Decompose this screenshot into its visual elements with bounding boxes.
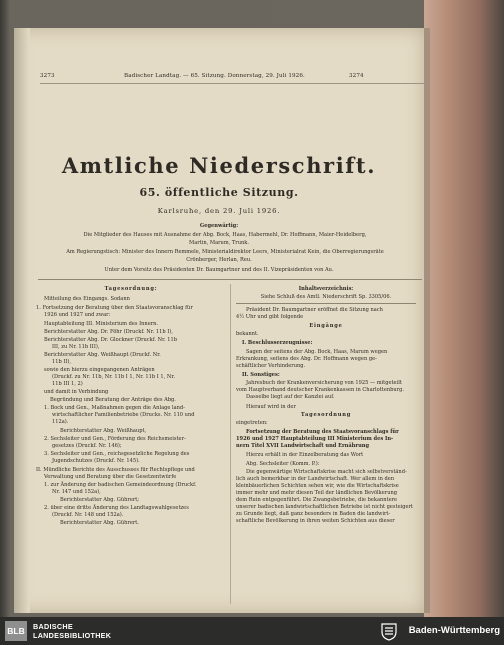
library-name-line: LANDESBIBLIOTHEK (33, 631, 112, 640)
government-line: Crönberger, Herlan, Reu. (186, 257, 252, 263)
section-rule (38, 279, 422, 280)
agenda-line: 1. Bock und Gen., Maßnahmen gegen die Anlage land- (44, 405, 185, 411)
agenda-line: 11b III 1, 2) (52, 381, 83, 387)
running-header: Badischer Landtag. — 65. Sitzung. Donnerstag, 29. Juli 1926. (124, 73, 305, 79)
government-line: Am Regierungstisch: Minister des Innern Remmele, Ministerialdirektor Leers, Ministerialrat Kein, die Oberregierungsräte (66, 249, 384, 255)
agenda-line: II. Mündliche Berichte des Ausschusses für Rechtspflege und (36, 467, 195, 473)
agenda-line: sowie den hierzu eingegangenen Anträgen (44, 367, 155, 373)
text-line: 4½ Uhr und gibt folgende (236, 314, 304, 320)
text-line: eingetreten: (236, 420, 268, 426)
agenda-line: 1. zur Änderung der badischen Gemeindeordnung (Druckf. (44, 482, 197, 488)
agenda-line: 2. über eine dritte Änderung des Landtagswahlgesetzes (44, 505, 189, 511)
agenda-line: Berichterstatter Abg. Weißhaupt, (60, 428, 147, 434)
document-page (14, 28, 424, 613)
section-heading: II. Sonstiges: (242, 372, 280, 378)
text-line: schäftlicher Verhinderung. (236, 363, 306, 369)
agenda-line: Verwaltung und Beratung über die Gesetzentwürfe (44, 474, 177, 480)
text-line: Dasselbe liegt auf der Kanzlei auf. (246, 394, 335, 400)
page-gutter (14, 28, 30, 613)
text-line: vom Hauptverband deutscher Krankenkassen in Charlottenburg. (236, 387, 404, 393)
agenda-line: 1. Fortsetzung der Beratung über den Staatsvoranschlag für (36, 305, 193, 311)
text-line: Präsident Dr. Baumgartner eröffnet die Sitzung nach (246, 307, 383, 313)
section-heading: I. Beschlusserzeugnisse: (242, 340, 313, 346)
chair-line: Unter dem Vorsitz des Präsidenten Dr. Baumgartner und des II. Vizepräsidenten von Au. (104, 267, 334, 273)
session-date: Karlsruhe, den 29. Juli 1926. (157, 207, 281, 215)
library-name-line: BADISCHE (33, 622, 73, 631)
agenda-line: (Druckf. zu Nr. 11b, Nr. 11b I 1, Nr. 11b I 1, Nr. (52, 374, 175, 380)
bold-line: 1926 und 1927 Hauptabteilung III Ministerium des In- (236, 436, 394, 442)
text-line: immer mehr und mehr diesen Teil der ländlichen Bevölkerung (236, 490, 398, 496)
text-line: kleinbäuerlichen Schichten sehen wir, wie die Wirtschaftskrise (236, 483, 399, 489)
agenda-line: Jugendschutzes (Druckf. Nr. 145). (52, 458, 140, 464)
text-line: Erkrankung, seitens des Abg. Dr. Hoffmann wegen ge- (236, 356, 377, 362)
agenda-line: 112a). (52, 419, 69, 425)
text-line: unserer badischen landwirtschaftlichen Betriebe ist nicht gesteigert (236, 504, 413, 510)
agenda-line: gesetzes (Druckf. Nr. 146); (52, 443, 122, 449)
agenda-line: und damit in Verbindung (44, 389, 109, 395)
agenda-line: Berichterstatter Abg. Dr. Föhr (Druckf. Nr. 11b I), (44, 329, 173, 335)
contents-heading: Inhaltsverzeichnis: (298, 286, 354, 292)
text-line: zu Grunde liegt, daß ganz besonders in Baden die landwirt- (236, 511, 391, 517)
speaker-line: Abg. Sechsleiter (Komm. P.): (246, 461, 320, 467)
agenda-line: Mitteilung des Eingangs. Sodann (44, 296, 130, 302)
blb-logo[interactable]: BLB (5, 621, 27, 641)
book-edge (424, 0, 504, 617)
column-divider (230, 284, 231, 604)
attendance-line: Die Mitglieder des Hauses mit Ausnahme der Abg. Bock, Haas, Habermehl, Dr. Hoffmann, Maier-Heidelberg, (83, 232, 367, 238)
agenda-line: Begründung und Beratung der Anträge des Abg. (50, 397, 176, 403)
agenda-line: 3. Sechsleiter und Gen., reichsgesetzliche Regelung des (44, 451, 190, 457)
agenda-line: (Druckf. Nr. 148 und 152a). (52, 512, 124, 518)
attendance-line: Martin, Marum, Trunk. (188, 240, 250, 246)
agenda-line: Nr. 147 und 152a), (52, 489, 101, 495)
bold-line: nern Titel XVII Landwirtschaft und Ernährung (236, 443, 370, 449)
agenda-line: III, zu Nr. 11b III), (52, 344, 100, 350)
text-line: bekannt. (236, 331, 259, 337)
section-rule (236, 303, 416, 304)
page-number-right: 3274 (349, 73, 364, 79)
section-heading: Eingänge (309, 323, 343, 329)
agenda-line: Hauptabteilung III. Ministerium des Innern. (44, 321, 159, 327)
text-line: dem Ruin entgegenführt. Die Zwangsbetriebe, die bekanntere (236, 497, 398, 503)
text-line: Die gegenwärtige Wirtschaftskrise macht sich selbstverständ- (246, 469, 407, 475)
section-heading: Tagesordnung (300, 412, 352, 418)
text-line: Hierauf wird in der (246, 404, 296, 410)
text-line: schaftliche Bevölkerung in ihren weiten Schichten aus dieser (236, 518, 395, 524)
agenda-line: 1926 und 1927 und zwar: (44, 312, 111, 318)
page-number-left: 3273 (40, 73, 55, 79)
agenda-line: Berichterstatter Abg. Gührert. (60, 520, 139, 526)
agenda-line: 11b II), (52, 359, 71, 365)
bold-line: Fortsetzung der Beratung des Staatsvoranschlags für (246, 429, 399, 435)
agenda-line: 2. Sechsleiter und Gen., Förderung des Reichsmeister- (44, 436, 186, 442)
agenda-line: wirtschaftlicher Familienbetriebe (Drucks. Nr. 110 und (52, 412, 195, 418)
text-line: Sagen der seitens der Abg. Bock, Haas, Marum wegen (246, 349, 388, 355)
header-rule (40, 83, 424, 84)
library-name (33, 622, 111, 640)
attendance-heading: Gegenwärtig: (199, 223, 239, 229)
text-line: Hierzu erhält in der Einzelberatung das Wort (246, 452, 364, 458)
text-line: lich auch bemerkbar in der Landwirtschaft. Wer allem in den (236, 476, 395, 482)
document-title: Amtliche Niederschrift. (61, 153, 377, 178)
state-name: Baden-Württemberg (408, 625, 500, 636)
agenda-heading: Tagesordnung: (104, 286, 158, 292)
agenda-line: Berichterstatter Abg. Dr. Glockner (Druckf. Nr. 11b (44, 337, 177, 343)
coat-of-arms-icon (380, 621, 398, 641)
session-title: 65. öffentliche Sitzung. (139, 186, 299, 199)
agenda-line: Berichterstatter Abg. Gührert; (60, 497, 140, 503)
contents-line: Siehe Schluß des Amtl. Niederschrift Sp. 3305/06. (260, 294, 392, 300)
viewer-footer (0, 617, 504, 645)
agenda-line: Berichterstatter Abg. Weißhaupt (Druckf. Nr. (44, 352, 161, 358)
text-line: Jahresbuch der Krankenversicherung von 1925 — mitgeteilt (246, 380, 402, 386)
